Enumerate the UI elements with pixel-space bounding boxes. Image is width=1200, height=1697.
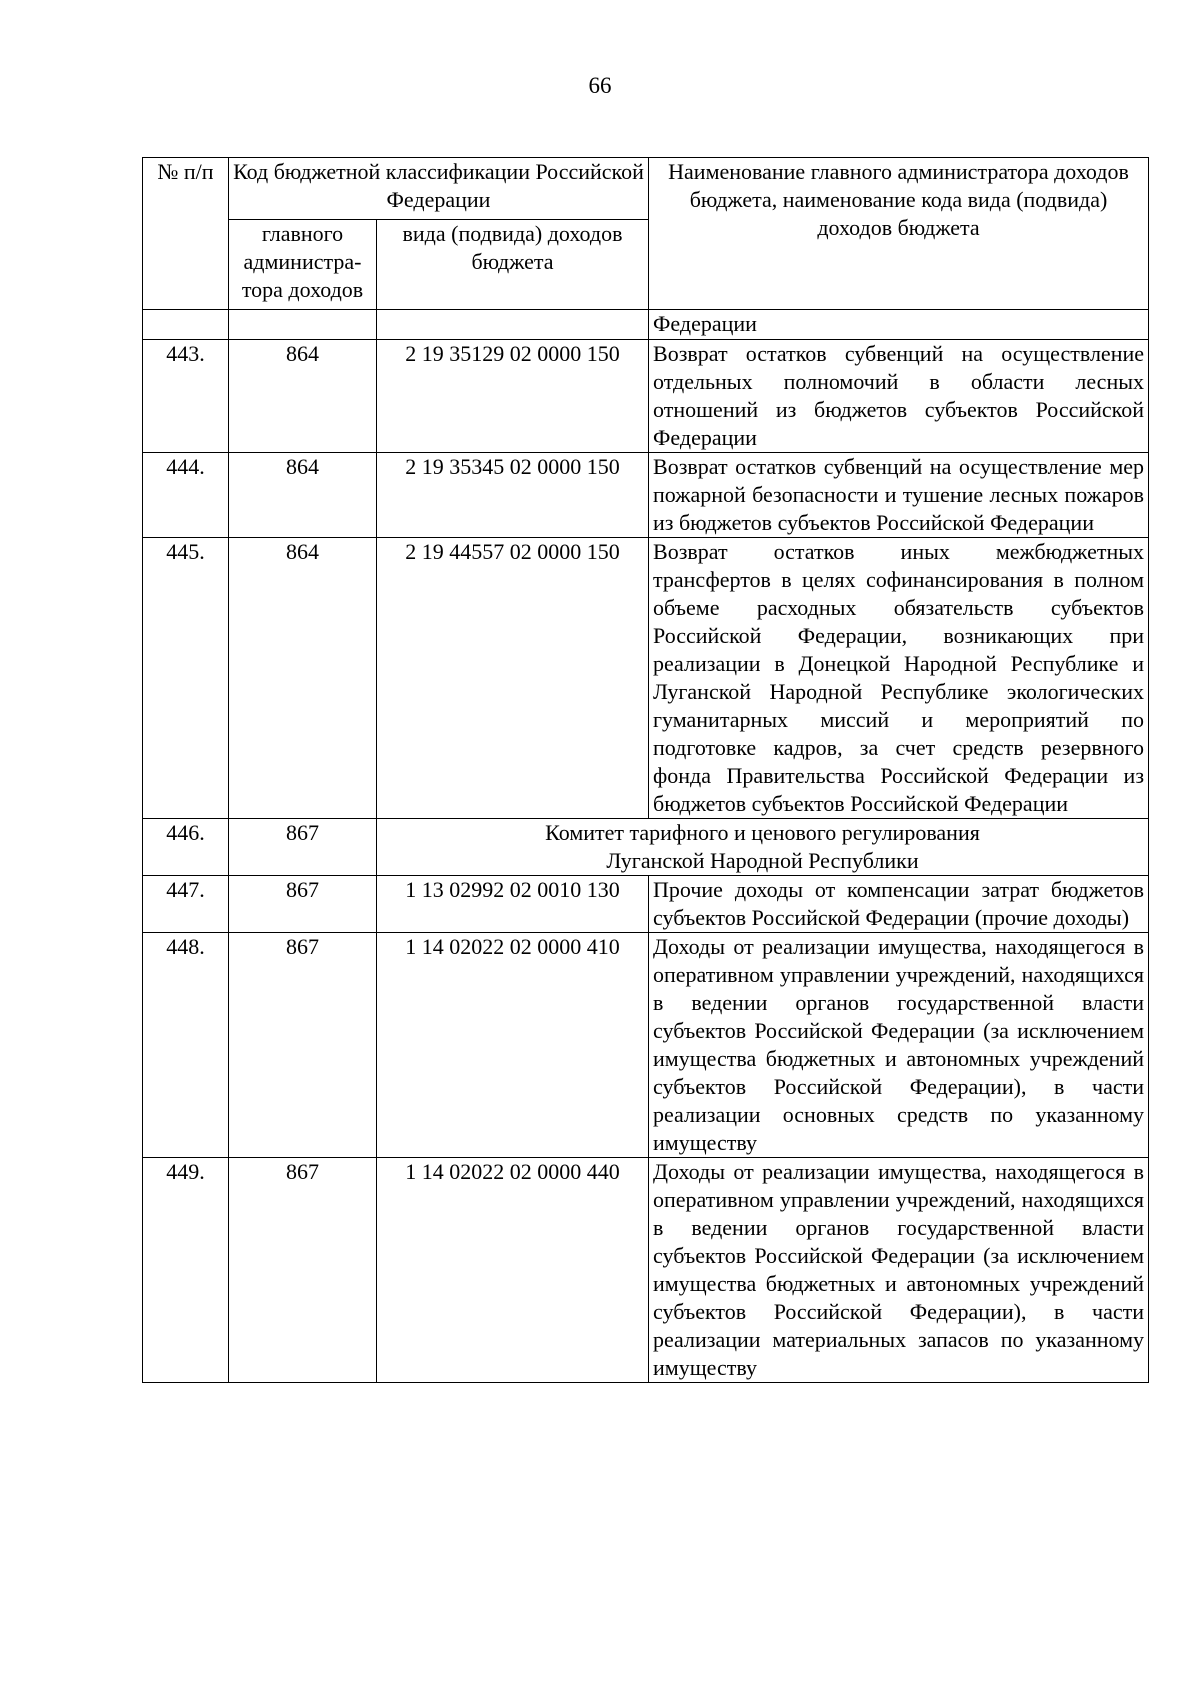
- section-row: [143, 819, 1149, 876]
- row-code: 1 13 02992 02 0010 130: [377, 876, 649, 933]
- row-admin: 867: [229, 876, 377, 933]
- table-row: [143, 453, 1149, 538]
- row-code: 1 14 02022 02 0000 410: [377, 933, 649, 1158]
- row-admin: 867: [229, 1158, 377, 1383]
- section-num: 446.: [143, 819, 229, 876]
- row-admin: 864: [229, 538, 377, 819]
- row-admin: 864: [229, 340, 377, 453]
- section-title: [377, 819, 1149, 876]
- section-title-line-1: Комитет тарифного и ценового регулирования: [545, 820, 980, 845]
- row-code: 2 19 35129 02 0000 150: [377, 340, 649, 453]
- header-name: Наименование главного администратора доходов бюджета, наименование кода вида (подвида) доходов бюджета: [649, 158, 1149, 310]
- row-name: Возврат остатков иных межбюджетных трансфертов в целях софинансирования в полном объеме расходных обязательств субъектов Российской Федерации, возникающих при реализации в Донецкой Народной Республике и Луганской Народной Республике экологических гуманитарных миссий и мероприятий по подготовке кадров, за счет средств резервного фонда Правительства Российской Федерации из бюджетов субъектов Российской Федерации: [649, 538, 1149, 819]
- row-name: Возврат остатков субвенций на осуществление мер пожарной безопасности и тушение лесных пожаров из бюджетов субъектов Российской Федерации: [649, 453, 1149, 538]
- section-admin: 867: [229, 819, 377, 876]
- row-num: 449.: [143, 1158, 229, 1383]
- row-code: 2 19 35345 02 0000 150: [377, 453, 649, 538]
- row-num: 447.: [143, 876, 229, 933]
- table-row: [143, 538, 1149, 819]
- row-name: Прочие доходы от компенсации затрат бюджетов субъектов Российской Федерации (прочие доходы): [649, 876, 1149, 933]
- row-name: Возврат остатков субвенций на осуществление отдельных полномочий в области лесных отношений из бюджетов субъектов Российской Федерации: [649, 340, 1149, 453]
- continuation-code: [377, 310, 649, 340]
- continuation-name: Федерации: [649, 310, 1149, 340]
- row-admin: 867: [229, 933, 377, 1158]
- row-num: 443.: [143, 340, 229, 453]
- header-row-1: [143, 158, 1149, 220]
- table-row: [143, 876, 1149, 933]
- page-number: 66: [588, 73, 612, 98]
- continuation-num: [143, 310, 229, 340]
- table-row: [143, 933, 1149, 1158]
- row-num: 444.: [143, 453, 229, 538]
- row-name: Доходы от реализации имущества, находящегося в оперативном управлении учреждений, находящихся в ведении органов государственной власти субъектов Российской Федерации (за исключением имущества бюджетных и автономных учреждений субъектов Российской Федерации), в части реализации материальных запасов по указанному имуществу: [649, 1158, 1149, 1383]
- header-vid: вида (подвида) доходов бюджета: [377, 220, 649, 310]
- table-row: [143, 1158, 1149, 1383]
- table-row: [143, 340, 1149, 453]
- budget-revenue-table: [142, 157, 1149, 1383]
- section-title-line-2: Луганской Народной Республики: [606, 848, 919, 873]
- continuation-row: [143, 310, 1149, 340]
- row-name: Доходы от реализации имущества, находящегося в оперативном управлении учреждений, находящихся в ведении органов государственной власти субъектов Российской Федерации (за исключением имущества бюджетных и автономных учреждений субъектов Российской Федерации), в части реализации основных средств по указанному имуществу: [649, 933, 1149, 1158]
- continuation-admin: [229, 310, 377, 340]
- row-num: 445.: [143, 538, 229, 819]
- header-num: № п/п: [143, 158, 229, 310]
- row-admin: 864: [229, 453, 377, 538]
- row-code: 1 14 02022 02 0000 440: [377, 1158, 649, 1383]
- header-kbk: Код бюджетной классификации Российской Федерации: [229, 158, 649, 220]
- row-num: 448.: [143, 933, 229, 1158]
- header-admin: главного администра-тора доходов: [229, 220, 377, 310]
- row-code: 2 19 44557 02 0000 150: [377, 538, 649, 819]
